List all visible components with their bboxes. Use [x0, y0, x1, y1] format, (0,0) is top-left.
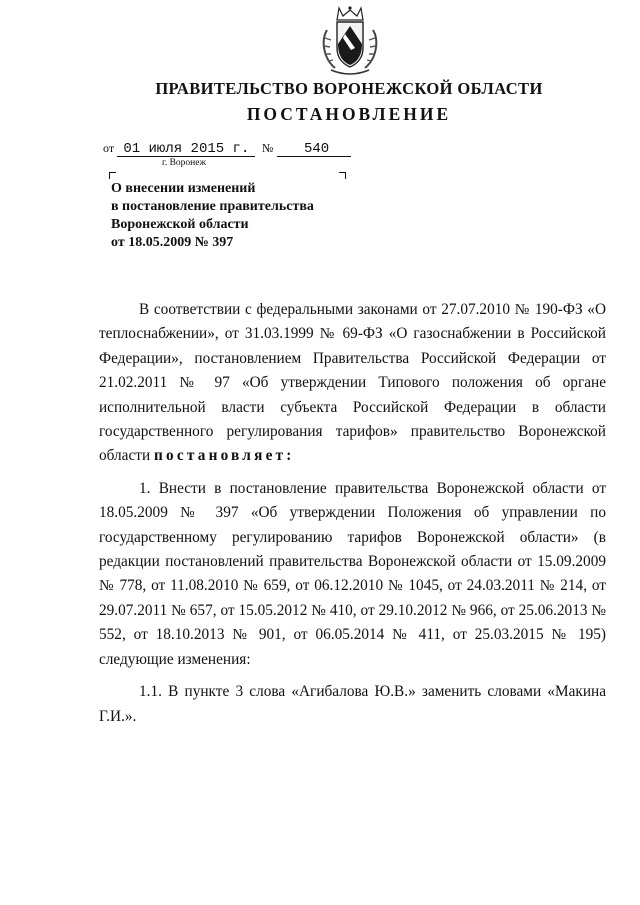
document-number: 540: [277, 142, 351, 157]
resolves-word: постановляет:: [153, 447, 295, 465]
subject-line: О внесении изменений: [111, 181, 256, 196]
number-label: №: [261, 141, 274, 155]
city-label: г. Воронеж: [162, 158, 207, 168]
subject-line: Воронежской области: [111, 217, 249, 232]
bracket-right: [339, 172, 346, 179]
document-type: ПОСТАНОВЛЕНИЕ: [246, 104, 452, 124]
from-label: от: [103, 141, 115, 155]
preamble-text: В соответствии с федеральными законами от 27.07.2010 № 190-ФЗ «О теплоснабжении», от 31.03.1999 № 69-ФЗ «О газоснабжении в Российской Федерации», постановлением Правительства Российской Федерации от 21.02.2011 № 97 «Об утверждении Типового положения об органе исполнительной власти субъекта Российской Федерации в области государственного регулирования тарифов» правительство Воронежской области: [99, 301, 606, 465]
document-date: 01 июля 2015 г.: [117, 142, 255, 157]
paragraph-preamble: [99, 298, 606, 469]
document-subject: [111, 180, 351, 252]
subject-line: от 18.05.2009 № 397: [111, 235, 234, 250]
subject-line: в постановление правительства: [111, 199, 314, 214]
bracket-left: [109, 172, 116, 179]
coat-of-arms-icon: [317, 4, 383, 78]
paragraph-item-1-1: 1.1. В пункте 3 слова «Агибалова Ю.В.» заменить словами «Макина Г.И.».: [99, 683, 606, 725]
document-body: [99, 298, 606, 737]
government-name: ПРАВИТЕЛЬСТВО ВОРОНЕЖСКОЙ ОБЛАСТИ: [155, 79, 543, 98]
paragraph-item-1: 1. Внести в постановление правительства Воронежской области от 18.05.2009 № 397 «Об утверждении Положения об управлении по государственному регулированию тарифов Воронежской области» (в редакции постановлений правительства Воронежской области от 15.09.2009 № 778, от 11.08.2010 № 659, от 06.12.2010 № 1045, от 24.03.2011 № 214, от 29.07.2011 № 657, от 15.05.2012 № 410, от 29.10.2012 № 966, от 25.06.2013 № 552, от 18.10.2013 № 901, от 06.05.2014 № 411, от 25.03.2015 № 195) следующие изменения:: [99, 479, 606, 668]
date-number-row: [103, 140, 351, 157]
